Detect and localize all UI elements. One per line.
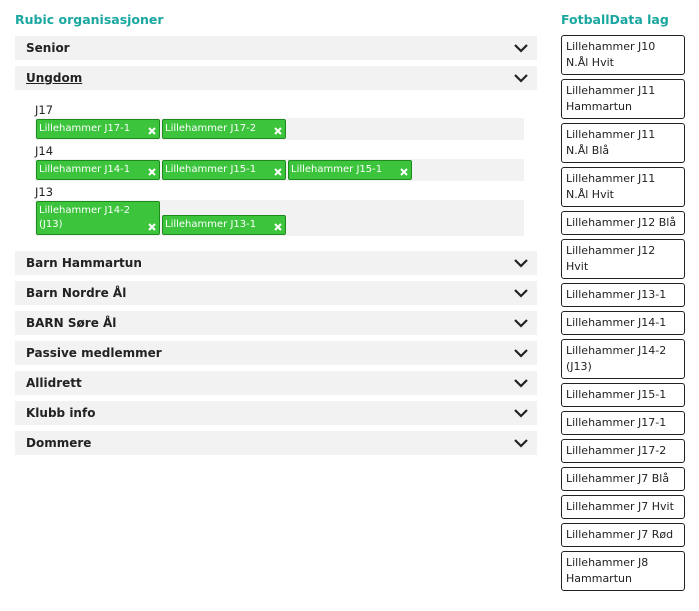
chevron-down-icon <box>514 378 528 388</box>
team-button[interactable]: Lillehammer J15-1 <box>561 383 685 407</box>
team-button[interactable]: Lillehammer J11 N.Ål Blå <box>561 123 685 163</box>
team-button[interactable]: Lillehammer J12 Blå <box>561 211 685 235</box>
remove-icon[interactable] <box>274 223 282 231</box>
team-chip[interactable] <box>162 160 286 180</box>
accordion-barn-sore-al[interactable] <box>15 311 537 335</box>
remove-icon[interactable] <box>148 168 156 176</box>
team-button[interactable]: Lillehammer J10 N.Ål Hvit <box>561 35 685 75</box>
accordion-label: Allidrett <box>26 376 82 390</box>
team-chip[interactable] <box>36 160 160 180</box>
accordion-allidrett[interactable] <box>15 371 537 395</box>
remove-icon[interactable] <box>400 168 408 176</box>
chevron-down-icon <box>514 43 528 53</box>
chip-label: Lillehammer J17-1 <box>39 123 131 134</box>
accordion-label: Senior <box>26 41 70 55</box>
team-button[interactable]: Lillehammer J14-2 (J13) <box>561 339 685 379</box>
remove-icon[interactable] <box>274 168 282 176</box>
remove-icon[interactable] <box>148 127 156 135</box>
chevron-down-icon <box>514 438 528 448</box>
accordion-klubb-info[interactable] <box>15 401 537 425</box>
team-button[interactable]: Lillehammer J11 Hammartun <box>561 79 685 119</box>
accordion-barn-hammartun[interactable] <box>15 251 537 275</box>
accordion-passive-medlemmer[interactable] <box>15 341 537 365</box>
team-button[interactable]: Lillehammer J12 Hvit <box>561 239 685 279</box>
team-chip[interactable] <box>36 201 160 235</box>
accordion-label: Barn Hammartun <box>26 256 142 270</box>
accordion-label: Dommere <box>26 436 92 450</box>
accordion-senior[interactable] <box>15 36 537 60</box>
accordion-label: BARN Søre Ål <box>26 316 117 330</box>
team-button[interactable]: Lillehammer J8 Hammartun <box>561 551 685 591</box>
chevron-down-icon <box>514 73 528 83</box>
accordion-dommere[interactable] <box>15 431 537 455</box>
chip-label: Lillehammer J15-1 <box>291 164 383 175</box>
accordion-label: Barn Nordre Ål <box>26 286 127 300</box>
team-button[interactable]: Lillehammer J14-1 <box>561 311 685 335</box>
rubic-organizations-panel <box>15 0 537 461</box>
accordion-list <box>15 36 537 455</box>
chevron-down-icon <box>514 408 528 418</box>
team-button[interactable]: Lillehammer J7 Rød <box>561 523 685 547</box>
team-button[interactable]: Lillehammer J11 N.Ål Hvit <box>561 167 685 207</box>
accordion-barn-nordre-al[interactable] <box>15 281 537 305</box>
remove-icon[interactable] <box>148 223 156 231</box>
chip-label: Lillehammer J13-1 <box>165 219 257 230</box>
chip-label: Lillehammer J15-1 <box>165 164 257 175</box>
team-chip[interactable] <box>162 119 286 139</box>
accordion-label: Klubb info <box>26 406 96 420</box>
team-button[interactable]: Lillehammer J13-1 <box>561 283 685 307</box>
team-button[interactable]: Lillehammer J17-2 <box>561 439 685 463</box>
group-label-j14: J14 <box>35 144 54 158</box>
team-list <box>561 35 685 591</box>
team-chip[interactable] <box>288 160 412 180</box>
chip-label: Lillehammer J14-2 (J13) <box>39 205 131 230</box>
group-label-j17: J17 <box>35 103 54 117</box>
team-button[interactable]: Lillehammer J17-1 <box>561 411 685 435</box>
fotballdata-teams-panel <box>561 0 685 595</box>
rubic-organizations-heading: Rubic organisasjoner <box>15 12 164 27</box>
chip-row-j17[interactable] <box>35 118 524 140</box>
accordion-label: Ungdom <box>26 71 83 85</box>
team-button[interactable]: Lillehammer J7 Blå <box>561 467 685 491</box>
chevron-down-icon <box>514 318 528 328</box>
chip-row-j13[interactable] <box>35 200 524 236</box>
group-label-j13: J13 <box>35 185 54 199</box>
fotballdata-teams-heading: FotballData lag <box>561 12 669 27</box>
chip-row-j14[interactable] <box>35 159 524 181</box>
team-chip[interactable] <box>162 215 286 235</box>
chevron-down-icon <box>514 258 528 268</box>
chip-label: Lillehammer J17-2 <box>165 123 257 134</box>
team-button[interactable]: Lillehammer J7 Hvit <box>561 495 685 519</box>
accordion-ungdom[interactable] <box>15 66 537 90</box>
chevron-down-icon <box>514 288 528 298</box>
remove-icon[interactable] <box>274 127 282 135</box>
team-chip[interactable] <box>36 119 160 139</box>
ungdom-content <box>15 90 537 245</box>
chip-label: Lillehammer J14-1 <box>39 164 131 175</box>
chevron-down-icon <box>514 348 528 358</box>
accordion-label: Passive medlemmer <box>26 346 162 360</box>
